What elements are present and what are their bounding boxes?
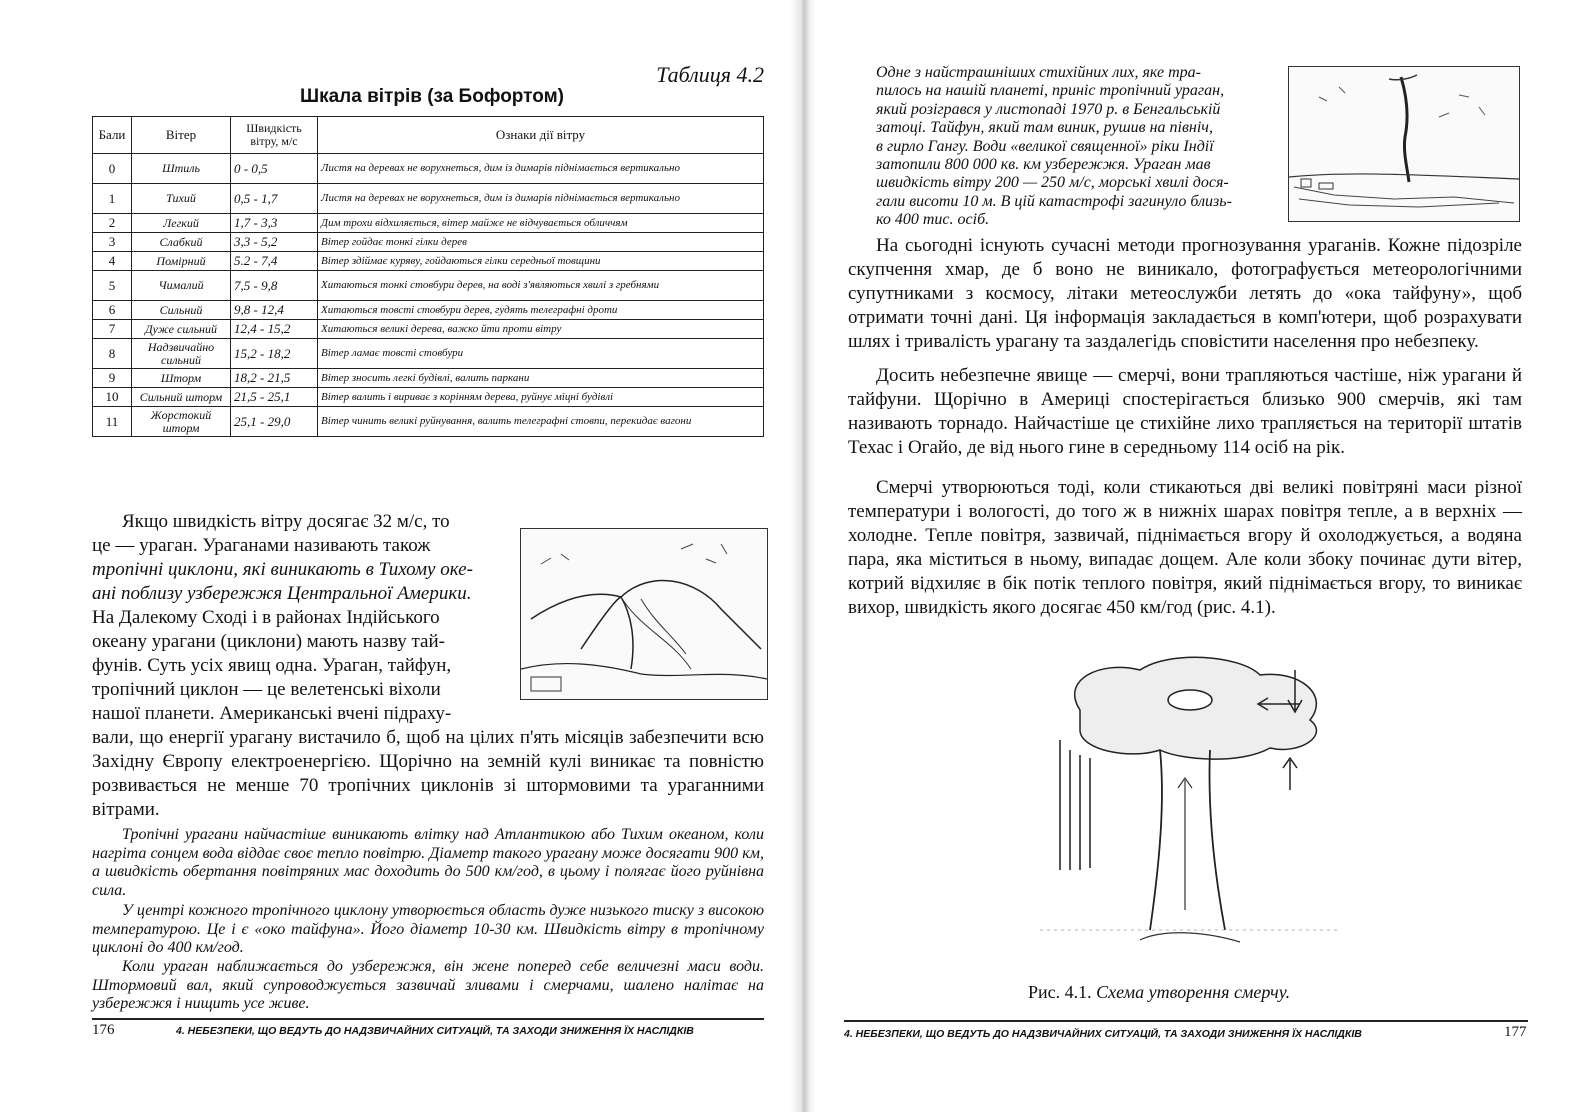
italic-paragraph-3: Коли ураган наближається до узбережжя, він жене поперед себе величезні маси води. Штормовий вал, який супроводжується зазвичай зливами і смерчами, шалено налітає на узбережжя і нищить усе живе. <box>92 958 764 1013</box>
wind-speed-cell: 0 - 0,5 <box>231 154 318 184</box>
wind-effects-cell: Листя на деревах не ворухнеться, дим із димарів піднімається вертикально <box>318 154 764 184</box>
text-line: Одне з найстрашніших стихійних лих, яке тра- <box>876 64 1201 81</box>
text-line: пилось на нашій планеті, приніс тропічний ураган, <box>876 82 1225 100</box>
wind-effects-cell: Хитаються товсті стовбури дерев, гудять телеграфні дроти <box>318 301 764 320</box>
row-number-cell: 7 <box>93 320 132 339</box>
footer-rule <box>92 1018 764 1020</box>
table-row <box>93 184 764 214</box>
text-line: океану урагани (циклони) мають назву тай- <box>92 631 445 652</box>
paragraph-tornadoes: Досить небезпечне явище — смерчі, вони трапляються частіше, ніж урагани й тайфуни. Щорічно в Америці спостерігається близько 900 смерчів, які там називають торнадо. Найчастіше це стихійне лихо трапляється на території штатів Техас і Огайо, де від нього гине в середньому 114 осіб на рік. <box>848 365 1522 458</box>
figure-caption <box>1028 982 1290 1003</box>
wind-speed-cell: 0,5 - 1,7 <box>231 184 318 214</box>
figure-caption-prefix: Рис. 4.1. <box>1028 982 1092 1002</box>
beaufort-table <box>92 116 764 437</box>
wind-effects-cell: Хитаються тонкі стовбури дерев, на воді з'являються хвилі з гребнями <box>318 271 764 301</box>
right-page <box>810 0 1594 1112</box>
paragraph-forecasting: На сьогодні існують сучасні методи прогнозування ураганів. Кожне підозріле скупчення хмар, де б воно не виникало, фотографується метеорологічними супутниками з космосу, літаки метеослужби летять до «ока тайфуну», щоб отримати точні дані. Ця інформація закладається в комп'ютери, щоб розрахувати шлях і тривалість урагану та заздалегідь сповістити населення про небезпеку. <box>848 235 1522 352</box>
wind-speed-cell: 3,3 - 5,2 <box>231 233 318 252</box>
wind-name-cell: Сильний шторм <box>132 388 231 407</box>
wind-speed-cell: 15,2 - 18,2 <box>231 339 318 369</box>
paragraph-formation: Смерчі утворюються тоді, коли стикаються дві великі повітряні маси різної температури і вологості, до того ж в нижніх шарах повітря тепле, а в верхніх — холодне. Тепле повітря, зазвичай, піднімається вгору й охолоджується, а водяна пара, яка міститься в ньому, випадає дощем. Але коли збоку починає дути вітер, котрий відхиляє в бік потік теплого повітря, який піднімається вгору, то виникає вихор, швидкість якого досягає 450 км/год (рис. 4.1). <box>848 477 1522 618</box>
table-row <box>93 252 764 271</box>
wind-name-cell: Слабкий <box>132 233 231 252</box>
wind-name-cell: Дуже сильний <box>132 320 231 339</box>
para1-wrapped <box>92 510 512 726</box>
wind-effects-cell: Хитаються великі дерева, важко йти проти вітру <box>318 320 764 339</box>
tornado-drawing-icon <box>1289 67 1519 221</box>
wind-speed-cell: 5.2 - 7,4 <box>231 252 318 271</box>
row-number-cell: 0 <box>93 154 132 184</box>
para1-rest: вали, що енергії урагану вистачило б, щоб на цілих п'ять місяців забезпечити всю Західну Європу електроенергією. Щорічно на земній кулі виникає та повністю розвивається не менше 70 тропічних циклонів зі штормовими та ураганними вітрами. <box>92 727 764 820</box>
text-line: ані поблизу узбережжя Центральної Америки. <box>92 583 472 604</box>
text-line: в гирло Гангу. Води «великої священної» ріки Індії <box>876 137 1214 155</box>
table-row <box>93 369 764 388</box>
page-number: 177 <box>1504 1024 1527 1040</box>
page-number: 176 <box>92 1022 115 1038</box>
header-cell: Бали <box>93 117 132 154</box>
table-row <box>93 320 764 339</box>
text-line: гали висоти 10 м. В цій катастрофі загинуло близь- <box>876 192 1232 210</box>
wind-speed-cell: 1,7 - 3,3 <box>231 214 318 233</box>
italic-paragraph-2: У центрі кожного тропічного циклону утворюється область дуже низького тиску з високою температурою. Це і є «око тайфуна». Його діаметр 10-30 км. Швидкість вітру в тропічному циклоні до 400 км/год. <box>92 902 764 957</box>
footer-rule <box>844 1020 1528 1022</box>
table-row <box>93 301 764 320</box>
wind-effects-cell: Вітер ламає товсті стовбури <box>318 339 764 369</box>
wind-effects-cell: Вітер чинить великі руйнування, валить телеграфні стовпи, перекидає вагони <box>318 407 764 437</box>
wind-speed-cell: 9,8 - 12,4 <box>231 301 318 320</box>
wind-name-cell: Жорстокий шторм <box>132 407 231 437</box>
table-row <box>93 339 764 369</box>
wind-name-cell: Сильний <box>132 301 231 320</box>
text-line: тропічний циклон — це велетенські віхоли <box>92 679 441 700</box>
tornado-formation-figure <box>1040 640 1340 980</box>
table-row <box>93 214 764 233</box>
text-line: затопили 800 000 кв. км узбережжя. Ураган мав <box>876 156 1211 174</box>
text-line: затоці. Тайфун, який там виник, рушив на північ, <box>876 119 1213 137</box>
header-cell: Ознаки дії вітру <box>318 117 764 154</box>
wind-speed-cell: 21,5 - 25,1 <box>231 388 318 407</box>
wind-speed-cell: 12,4 - 15,2 <box>231 320 318 339</box>
row-number-cell: 8 <box>93 339 132 369</box>
wind-name-cell: Легкий <box>132 214 231 233</box>
table-body <box>93 154 764 437</box>
table-row <box>93 407 764 437</box>
wave-drawing-icon <box>521 529 767 699</box>
figure-caption-text: Схема утворення смерчу. <box>1096 982 1291 1002</box>
wind-name-cell: Шторм <box>132 369 231 388</box>
text-line: Якщо швидкість вітру досягає 32 м/с, то <box>122 511 450 532</box>
wind-effects-cell: Листя на деревах не ворухнеться, дим із димарів піднімається вертикально <box>318 184 764 214</box>
text-line: швидкість вітру 200 — 250 м/с, морські хвилі дося- <box>876 174 1229 192</box>
row-number-cell: 10 <box>93 388 132 407</box>
text-line: це — ураган. Ураганами називають також <box>92 535 431 556</box>
text-line: ко 400 тис. осіб. <box>876 211 990 229</box>
text-line: На Далекому Сході і в районах Індійського <box>92 607 440 628</box>
text-line: фунів. Суть усіх явищ одна. Ураган, тайфун, <box>92 655 452 676</box>
wind-effects-cell: Дим трохи відхиляється, вітер майже не відчувається обличчям <box>318 214 764 233</box>
text-line: нашої планети. Американські вчені підраху- <box>92 703 452 724</box>
wind-effects-cell: Вітер валить і вириває з корінням дерева, руйнує міцні будівлі <box>318 388 764 407</box>
wind-effects-cell: Вітер здіймає куряву, гойдаються гілки середньої товщини <box>318 252 764 271</box>
row-number-cell: 1 <box>93 184 132 214</box>
table-title: Шкала вітрів (за Бофортом) <box>300 86 564 107</box>
text-line: тропічні циклони, які виникають в Тихому оке- <box>92 559 473 580</box>
table-row <box>93 233 764 252</box>
table-row <box>93 388 764 407</box>
running-footer: 4. НЕБЕЗПЕКИ, ЩО ВЕДУТЬ ДО НАДЗВИЧАЙНИХ СИТУАЦІЙ, ТА ЗАХОДИ ЗНИЖЕННЯ ЇХ НАСЛІДКІВ <box>844 1028 1362 1040</box>
wind-effects-cell: Вітер зносить легкі будівлі, валить паркани <box>318 369 764 388</box>
row-number-cell: 5 <box>93 271 132 301</box>
wind-name-cell: Штиль <box>132 154 231 184</box>
italic-intro <box>876 64 1286 230</box>
row-number-cell: 11 <box>93 407 132 437</box>
table-number: Таблиця 4.2 <box>656 62 764 87</box>
table-row <box>93 271 764 301</box>
row-number-cell: 9 <box>93 369 132 388</box>
header-cell: Швидкість вітру, м/с <box>231 117 318 154</box>
wind-name-cell: Помірний <box>132 252 231 271</box>
row-number-cell: 6 <box>93 301 132 320</box>
italic-paragraph-1: Тропічні урагани найчастіше виникають влітку над Атлантикою або Тихим океаном, коли нагріта сонцем вода віддає своє тепло повітрю. Діаметр такого урагану може досягати 900 км, а швидкість обертання повітряних мас доходить до 500 км/год, в цьому і полягає його руйнівна сила. <box>92 826 764 899</box>
running-footer: 4. НЕБЕЗПЕКИ, ЩО ВЕДУТЬ ДО НАДЗВИЧАЙНИХ СИТУАЦІЙ, ТА ЗАХОДИ ЗНИЖЕННЯ ЇХ НАСЛІДКІВ <box>176 1025 694 1037</box>
wind-speed-cell: 25,1 - 29,0 <box>231 407 318 437</box>
wind-name-cell: Чималий <box>132 271 231 301</box>
text-line: який розігрався у листопаді 1970 р. в Бенгальській <box>876 100 1221 118</box>
row-number-cell: 2 <box>93 214 132 233</box>
header-cell: Вітер <box>132 117 231 154</box>
row-number-cell: 3 <box>93 233 132 252</box>
left-page <box>0 0 790 1112</box>
wind-effects-cell: Вітер гойдає тонкі гілки дерев <box>318 233 764 252</box>
wind-name-cell: Тихий <box>132 184 231 214</box>
wind-speed-cell: 7,5 - 9,8 <box>231 271 318 301</box>
table-row <box>93 154 764 184</box>
wind-speed-cell: 18,2 - 21,5 <box>231 369 318 388</box>
tornado-illustration <box>1288 66 1520 222</box>
table-header-row <box>93 117 764 154</box>
wave-illustration <box>520 528 768 700</box>
tornado-diagram-icon <box>1040 640 1340 980</box>
wind-name-cell: Надзвичайно сильний <box>132 339 231 369</box>
row-number-cell: 4 <box>93 252 132 271</box>
